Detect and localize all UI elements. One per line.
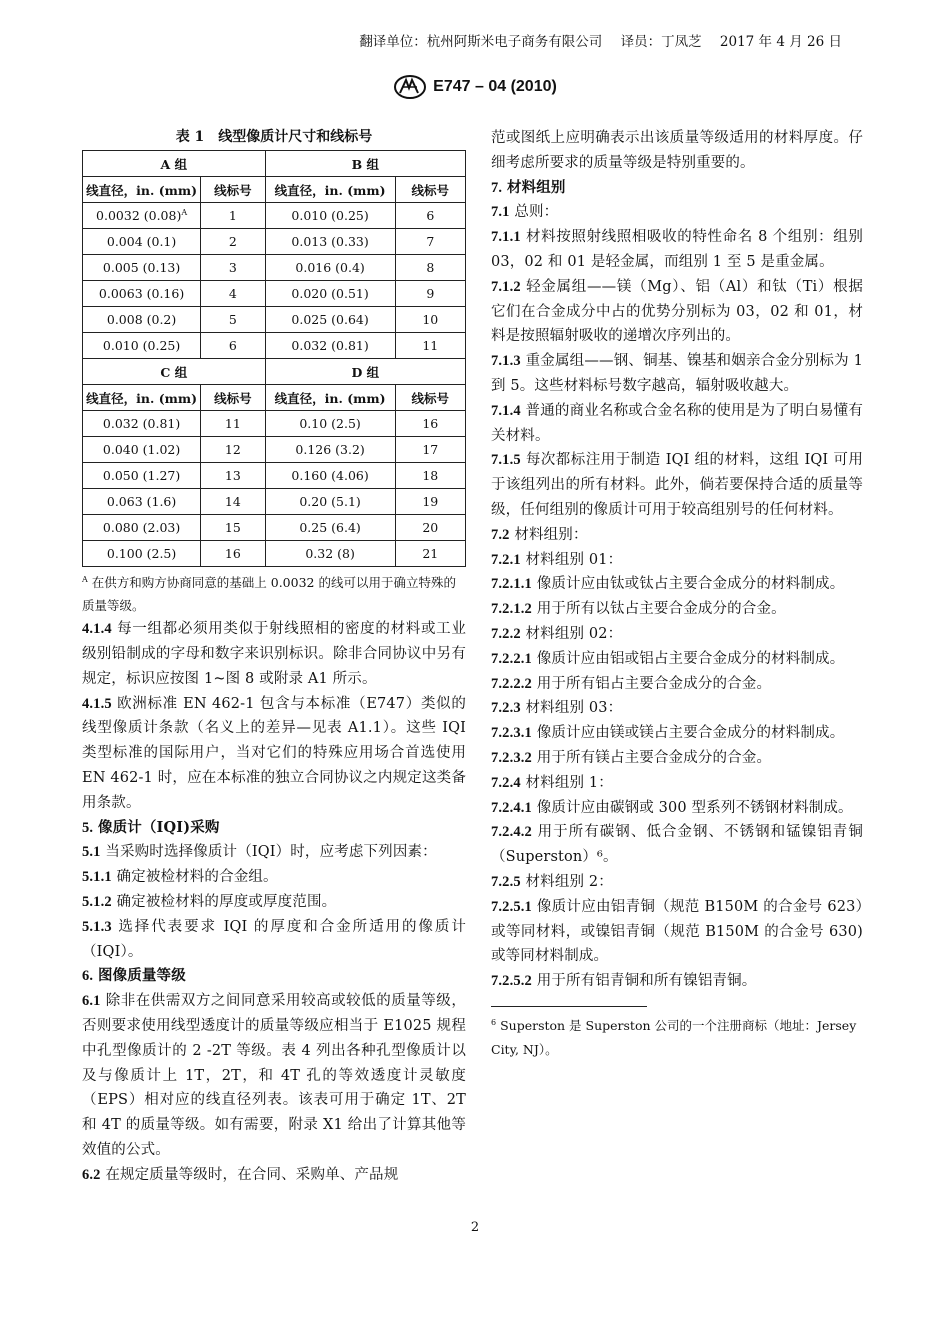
table-cell: 11 — [395, 333, 465, 359]
table-cell: 11 — [201, 411, 265, 437]
clause-text: 在规定质量等级时，在合同、采购单、产品规 — [105, 1166, 399, 1183]
column-header: 线直径，in. (mm) — [265, 385, 395, 411]
clause-text: 选择代表要求 IQI 的厚度和合金所适用的像质计（IQI）。 — [82, 918, 466, 960]
right-body-text — [491, 126, 863, 994]
table-cell: 0.050 (1.27) — [83, 463, 201, 489]
table-row — [83, 281, 466, 307]
table-cell: 20 — [395, 515, 465, 541]
section-heading — [491, 176, 863, 201]
clause-text: 用于所有铝占主要合金成分的合金。 — [536, 675, 772, 692]
paragraph — [82, 692, 466, 816]
table-cell: 15 — [201, 515, 265, 541]
clause-number: 5. — [82, 819, 94, 836]
column-header: 线直径，in. (mm) — [83, 385, 201, 411]
clause-text: 像质计应由铝或铝占主要合金成分的材料制成。 — [536, 650, 845, 667]
footnote-marker: A — [181, 207, 188, 217]
clause-number: 7.2.4 — [491, 774, 521, 791]
clause-text: 用于所有以钛占主要合金成分的合金。 — [536, 601, 786, 618]
table-cell: 12 — [201, 437, 265, 463]
clause-text: 欧洲标准 EN 462-1 包含与本标准（E747）类似的线型像质计条款（名义上的差异—见表 A1.1）。这些 IQI 类型标准的国际用户，当对它们的特殊应用场合首选使用 EN 462-1 时，应在本标准的独立合同协议之内规定这类备用条款。 — [82, 695, 466, 811]
table-cell: 21 — [395, 541, 465, 567]
paragraph — [491, 399, 863, 449]
table-cell: 0.013 (0.33) — [265, 229, 395, 255]
clause-text: 确定被检材料的厚度或厚度范围。 — [116, 893, 337, 910]
clause-text: 像质计应由碳钢或 300 型系列不锈钢材料制成。 — [536, 799, 853, 816]
clause-text: 材料组别 1： — [525, 774, 613, 791]
table-cell: 0.10 (2.5) — [265, 411, 395, 437]
table-row — [83, 463, 466, 489]
table-cell: 4 — [201, 281, 265, 307]
paragraph — [491, 448, 863, 522]
clause-number: 7.2.3.1 — [491, 725, 532, 742]
table-cell: 14 — [201, 489, 265, 515]
table-cell: 0.0063 (0.16) — [83, 281, 201, 307]
clause-number: 7.1.2 — [491, 278, 521, 295]
table-cell: 0.080 (2.03) — [83, 515, 201, 541]
clause-text: 材料组别 03： — [525, 700, 623, 717]
clause-number: 5.1.2 — [82, 893, 112, 910]
paragraph — [491, 696, 863, 721]
right-column — [491, 126, 863, 1062]
clause-number: 7.2.5 — [491, 873, 521, 890]
clause-text: 每一组都必须用类似于射线照相的密度的材料或工业级别铅制成的字母和数字来识别标识。除非合同协议中另有规定，标识应按图 1~图 8 或附录 A1 所示。 — [82, 621, 466, 687]
clause-number: 7.2 — [491, 526, 510, 543]
clause-text: 用于所有镁占主要合金成分的合金。 — [536, 749, 772, 766]
paragraph — [491, 597, 863, 622]
clause-number: 7.2.2 — [491, 625, 521, 642]
paragraph — [491, 523, 863, 548]
clause-text: 用于所有碳钢、低合金钢、不锈钢和锰镍铝青铜（Superston）⁶。 — [491, 824, 863, 866]
table-footnote: $^A$ 在供方和购方协商同意的基础上 0.0032 的线可以用于确立特殊的质量等级。 — [82, 575, 456, 614]
paragraph — [491, 275, 863, 349]
clause-text: 材料组别： — [514, 526, 588, 543]
translator: 译员：丁凤芝 — [620, 34, 702, 50]
clause-number: 5.1 — [82, 844, 101, 861]
table-cell: 1 — [201, 203, 265, 229]
table-cell: 0.032 (0.81) — [83, 411, 201, 437]
column-header: 线标号 — [201, 177, 265, 203]
table-cell: 0.005 (0.13) — [83, 255, 201, 281]
clause-number: 7.2.1 — [491, 551, 521, 568]
clause-number: 7.1 — [491, 204, 510, 221]
table-row — [83, 255, 466, 281]
table-row — [83, 541, 466, 567]
paragraph — [491, 721, 863, 746]
document-title-row — [0, 74, 950, 100]
paragraph — [491, 126, 863, 176]
table-cell: 0.063 (1.6) — [83, 489, 201, 515]
clause-text: 轻金属组——镁（Mg）、铝（Al）和钛（Ti）根据它们在合金成分中占的优势分别标为 03，02 和 01，材料是按照辐射吸收的递增次序列出的。 — [491, 278, 863, 345]
clause-text: 范或图纸上应明确表示出该质量等级适用的材料厚度。仔细考虑所要求的质量等级是特别重要的。 — [491, 130, 863, 171]
table-cell: 0.010 (0.25) — [83, 333, 201, 359]
column-header: 线直径，in. (mm) — [265, 177, 395, 203]
paragraph — [82, 1163, 466, 1188]
clause-number: 7.2.4.1 — [491, 799, 532, 816]
clause-number: 7.2.5.2 — [491, 973, 532, 990]
clause-number: 5.1.3 — [82, 918, 112, 935]
translator-unit: 翻译单位：杭州阿斯米电子商务有限公司 — [359, 34, 603, 50]
table-cell: 0.126 (3.2) — [265, 437, 395, 463]
table-cell: 3 — [201, 255, 265, 281]
clause-number: 7.2.2.1 — [491, 650, 532, 667]
clause-text: 每次都标注用于制造 IQI 组的材料，这组 IQI 可用于该组列出的所有材料。此外，倘若要保持合适的质量等级，任何组别的像质计可用于较高组别号的任何材料。 — [491, 452, 863, 518]
table-row — [83, 229, 466, 255]
paragraph — [491, 820, 863, 870]
table-cell: 0.0032 $(0.08)^A$ — [83, 203, 201, 229]
table-caption: 表 1 线型像质计尺寸和线标号 — [175, 129, 373, 145]
paragraph — [491, 746, 863, 771]
paragraph — [491, 796, 863, 821]
table-cell: 2 — [201, 229, 265, 255]
table-cell: 18 — [395, 463, 465, 489]
clause-text: 图像质量等级 — [97, 967, 186, 985]
clause-number: 4.1.4 — [82, 621, 112, 638]
clause-text: 材料组别 2： — [525, 873, 613, 890]
table-cell: 6 — [201, 333, 265, 359]
table-cell: 0.010 (0.25) — [265, 203, 395, 229]
table-cell: 0.020 (0.51) — [265, 281, 395, 307]
clause-number: 7.2.1.1 — [491, 576, 532, 593]
clause-number: 6.1 — [82, 993, 101, 1010]
table-cell: 19 — [395, 489, 465, 515]
page-number: 2 — [470, 1220, 480, 1235]
paragraph — [491, 647, 863, 672]
clause-number: 7.2.5.1 — [491, 898, 532, 915]
paragraph — [82, 915, 466, 965]
paragraph — [82, 840, 466, 865]
group-header: D 组 — [265, 359, 465, 385]
table-row — [83, 203, 466, 229]
table-row — [83, 515, 466, 541]
paragraph — [82, 890, 466, 915]
table-cell: 5 — [201, 307, 265, 333]
section-heading — [82, 816, 466, 841]
paragraph — [491, 870, 863, 895]
clause-text: 用于所有铝青铜和所有镍铝青铜。 — [536, 973, 757, 990]
clause-number: 7. — [491, 179, 503, 196]
table-cell: 10 — [395, 307, 465, 333]
clause-text: 当采购时选择像质计（IQI）时，应考虑下列因素： — [105, 844, 437, 861]
clause-number: 7.2.4.2 — [491, 824, 532, 841]
table-cell: 6 — [395, 203, 465, 229]
clause-number: 5.1.1 — [82, 869, 112, 886]
table-cell: 9 — [395, 281, 465, 307]
section-heading — [82, 964, 466, 989]
paragraph — [82, 989, 466, 1163]
table-cell: 7 — [395, 229, 465, 255]
paragraph — [491, 771, 863, 796]
table-cell: 17 — [395, 437, 465, 463]
clause-text: 材料按照射线照相吸收的特性命名 8 个组别：组别 03，02 和 01 是轻金属，而组别 1 至 5 是重金属。 — [491, 229, 864, 270]
table-cell: 0.100 (2.5) — [83, 541, 201, 567]
column-header: 线标号 — [395, 177, 465, 203]
clause-text: 像质计应由钛或钛占主要合金成分的材料制成。 — [536, 576, 845, 593]
paragraph — [491, 969, 863, 994]
left-body-text — [82, 617, 466, 1187]
paragraph — [491, 622, 863, 647]
clause-text: 材料组别 — [506, 178, 566, 196]
clause-number: 6. — [82, 968, 94, 985]
clause-text: 确定被检材料的合金组。 — [116, 869, 278, 886]
astm-logo-icon — [393, 74, 427, 100]
group-header: B 组 — [265, 151, 465, 177]
table-cell: 0.25 (6.4) — [265, 515, 395, 541]
clause-number: 7.1.4 — [491, 402, 521, 419]
table-cell: 0.040 (1.02) — [83, 437, 201, 463]
clause-text: 普通的商业名称或合金名称的使用是为了明白易懂有关材料。 — [491, 402, 864, 444]
paragraph — [491, 200, 863, 225]
table-cell: 13 — [201, 463, 265, 489]
table-row — [83, 333, 466, 359]
column-header: 线标号 — [395, 385, 465, 411]
table-cell: 8 — [395, 255, 465, 281]
clause-number: 7.2.3.2 — [491, 749, 532, 766]
paragraph — [491, 672, 863, 697]
clause-text: 材料组别 01： — [525, 551, 623, 568]
table-cell: 16 — [201, 541, 265, 567]
table-row — [83, 307, 466, 333]
wire-iqi-table — [82, 150, 466, 567]
clause-text: 总则： — [514, 204, 559, 221]
table-cell: 0.20 (5.1) — [265, 489, 395, 515]
table-cell: 0.032 (0.81) — [265, 333, 395, 359]
document-code: E747 – 04 (2010) — [433, 78, 557, 95]
clause-number: 7.2.2.2 — [491, 675, 532, 692]
group-header: C 组 — [83, 359, 266, 385]
header-date: 2017 年 4 月 26 日 — [719, 34, 842, 50]
left-column — [82, 126, 466, 1187]
clause-number: 6.2 — [82, 1166, 101, 1183]
column-header: 线标号 — [201, 385, 265, 411]
group-header: A 组 — [83, 151, 266, 177]
paragraph — [491, 225, 863, 275]
table-cell: 0.32 (8) — [265, 541, 395, 567]
table-cell: 0.004 (0.1) — [83, 229, 201, 255]
paragraph — [491, 349, 863, 399]
paragraph — [82, 865, 466, 890]
page-header — [345, 30, 842, 50]
table-row — [83, 489, 466, 515]
clause-number: 7.1.3 — [491, 353, 521, 370]
clause-number: 7.2.3 — [491, 700, 521, 717]
table-cell: 0.160 (4.06) — [265, 463, 395, 489]
clause-text: 像质计应由镁或镁占主要合金成分的材料制成。 — [536, 725, 845, 742]
paragraph — [491, 895, 863, 969]
clause-text: 除非在供需双方之间同意采用较高或较低的质量等级，否则要求使用线型透度计的质量等级应相当于 E1025 规程中孔型像质计的 2 -2T 等级。表 4 列出各种孔型像质计以及与像质计上 1T，2T，和 4T 孔的等效透度计灵敏度（EPS）相对应的线直径列表。该表可用于确定 1T、2T 和 4T 的质量等级。如有需要，附录 X1 给出了计算其他等效值的公式。 — [82, 993, 466, 1158]
footnote-divider — [491, 1006, 647, 1007]
paragraph — [491, 548, 863, 573]
table-cell: 0.025 (0.64) — [265, 307, 395, 333]
table-cell: 0.008 (0.2) — [83, 307, 201, 333]
clause-text: 重金属组——钢、铜基、镍基和姻亲合金分别标为 1 到 5。这些材料标号数字越高，辐射吸收越大。 — [491, 353, 863, 394]
paragraph — [82, 617, 466, 691]
table-cell: 16 — [395, 411, 465, 437]
paragraph — [491, 572, 863, 597]
clause-number: 7.2.1.2 — [491, 601, 532, 618]
clause-number: 4.1.5 — [82, 695, 112, 712]
table-row — [83, 437, 466, 463]
clause-text: 像质计（IQI)采购 — [97, 818, 220, 836]
table-row — [83, 411, 466, 437]
footnote-6: $^6$ Superston 是 Superston 公司的一个注册商标（地址：Jersey City, NJ）。 — [491, 1017, 857, 1058]
clause-number: 7.1.5 — [491, 452, 521, 469]
column-header: 线直径，in. (mm) — [83, 177, 201, 203]
clause-number: 7.1.1 — [491, 229, 521, 246]
clause-text: 像质计应由铝青铜（规范 B150M 的合金号 623）或等同材料，或镍铝青铜（规范 B150M 的合金号 630)或等同材料制成。 — [491, 898, 863, 965]
clause-text: 材料组别 02： — [525, 625, 623, 642]
table-cell: 0.016 (0.4) — [265, 255, 395, 281]
